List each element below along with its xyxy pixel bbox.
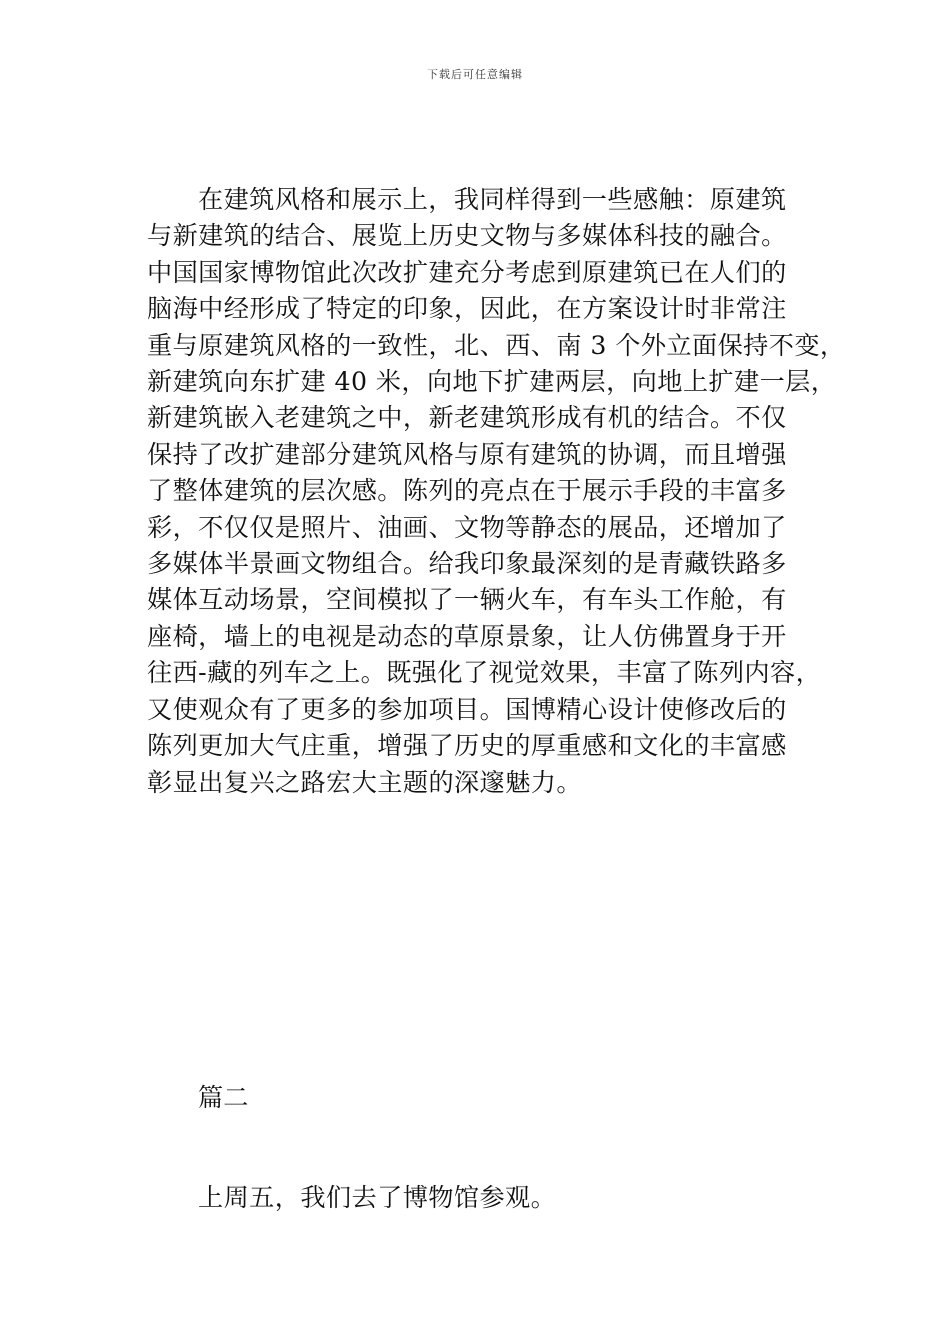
- paragraph-line: 中国国家博物馆此次改扩建充分考虑到原建筑已在人们的: [147, 257, 787, 287]
- paragraph-line: 与新建筑的结合、展览上历史文物与多媒体科技的融合。: [147, 221, 787, 251]
- paragraph-line: 座椅，墙上的电视是动态的草原景象，让人仿佛置身于开: [147, 621, 787, 651]
- paragraph-line: 多媒体半景画文物组合。给我印象最深刻的是青藏铁路多: [147, 549, 787, 579]
- paragraph-line: 重与原建筑风格的一致性，北、西、南 3 个外立面保持不变，: [147, 330, 846, 360]
- paragraph-line: 上周五，我们去了博物馆参观。: [198, 1183, 557, 1212]
- paragraph-line: 往西-藏的列车之上。既强化了视觉效果，丰富了陈列内容，: [147, 658, 822, 688]
- paragraph-line: 脑海中经形成了特定的印象，因此，在方案设计时非常注: [147, 294, 787, 324]
- paragraph-line: 陈列更加大气庄重，增强了历史的厚重感和文化的丰富感: [147, 731, 787, 761]
- paragraph-line: 媒体互动场景，空间模拟了一辆火车，有车头工作舱，有: [147, 585, 787, 615]
- paragraph-line: 保持了改扩建部分建筑风格与原有建筑的协调，而且增强: [147, 439, 787, 469]
- body-paragraph-1: [147, 182, 846, 801]
- page-header-note: 下载后可任意编辑: [427, 68, 523, 81]
- body-paragraph-2: [147, 1180, 827, 1216]
- paragraph-line: 新建筑嵌入老建筑之中，新老建筑形成有机的结合。不仅: [147, 403, 787, 433]
- paragraph-line: 新建筑向东扩建 40 米，向地下扩建两层，向地上扩建一层，: [147, 367, 837, 397]
- paragraph-line: 在建筑风格和展示上，我同样得到一些感触：原建筑: [198, 185, 787, 214]
- paragraph-line: 又使观众有了更多的参加项目。国博精心设计使修改后的: [147, 694, 787, 724]
- section-heading: 篇二: [198, 1083, 249, 1112]
- paragraph-line: 彩，不仅仅是照片、油画、文物等静态的展品，还增加了: [147, 512, 787, 542]
- paragraph-line: 彰显出复兴之路宏大主题的深邃魅力。: [147, 767, 582, 797]
- paragraph-line: 了整体建筑的层次感。陈列的亮点在于展示手段的丰富多: [147, 476, 787, 506]
